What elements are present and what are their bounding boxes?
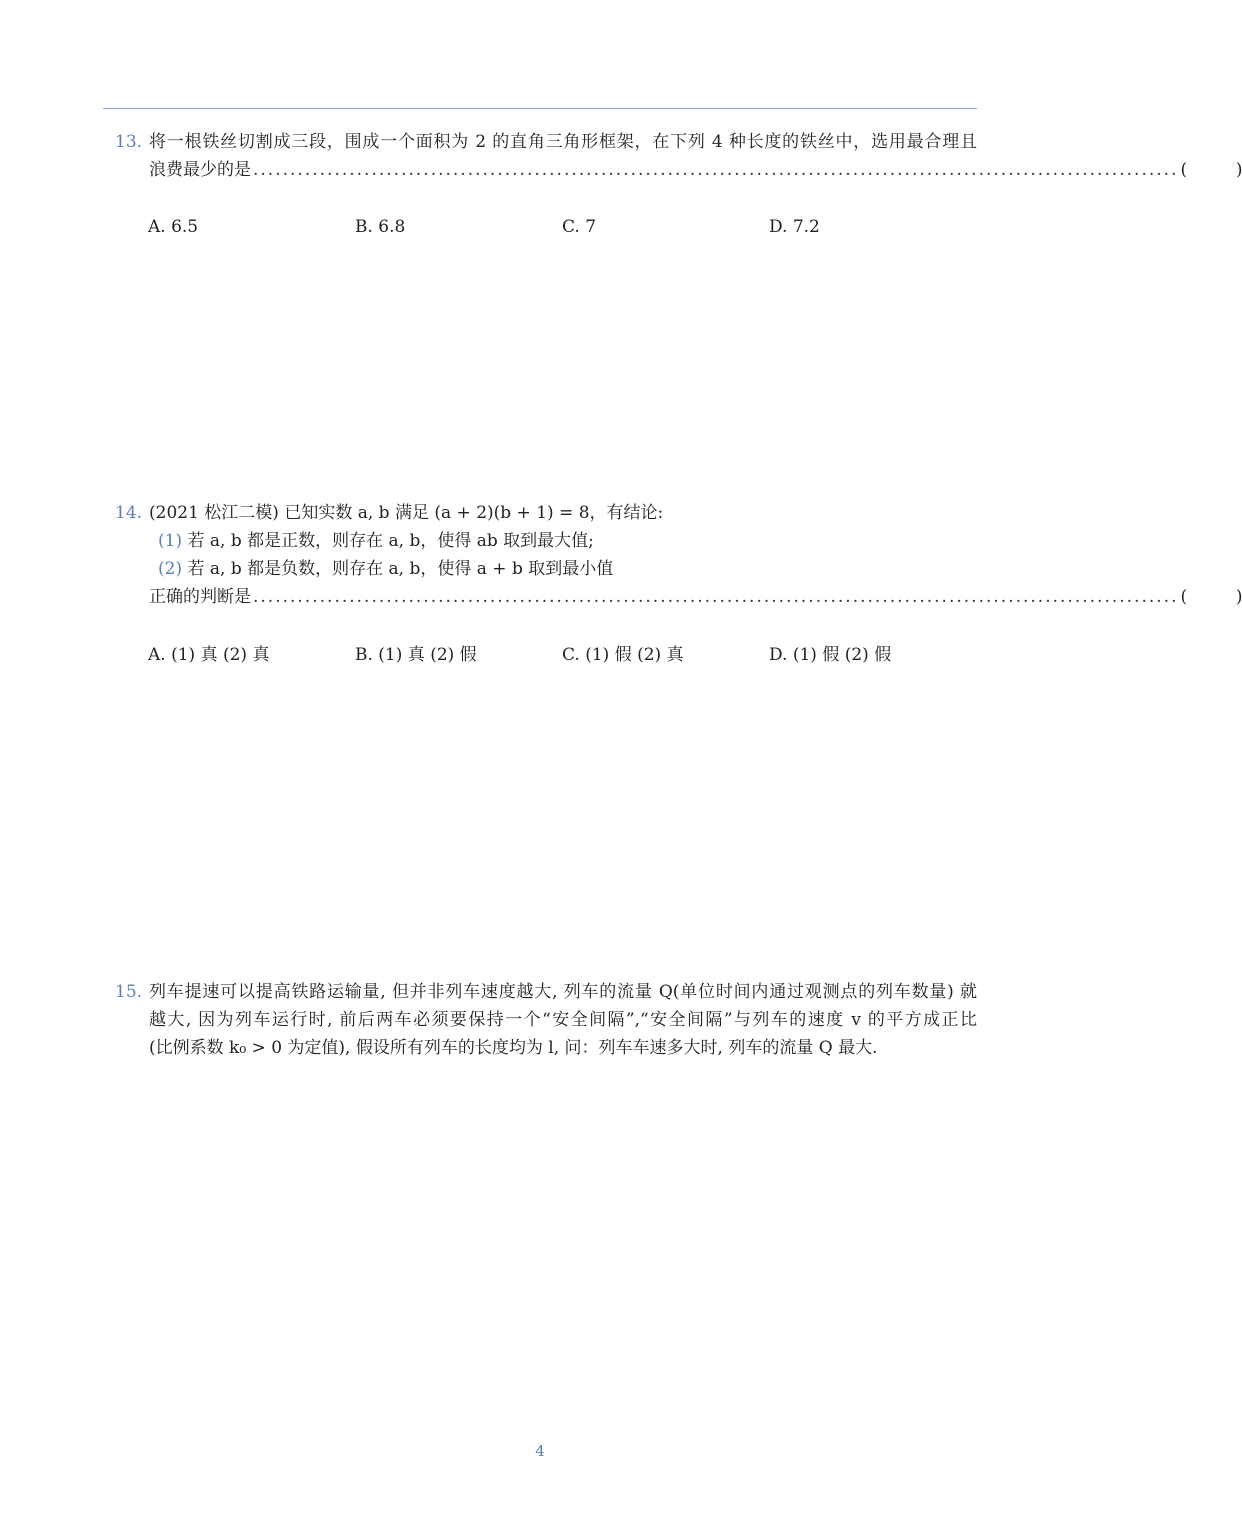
question-15-stem-line-1: 列车提速可以提高铁路运输量, 但并非列车速度越大, 列车的流量 Q(单位时间内通过观测点的列车数量) 就 [149,982,977,1002]
header-rule [103,108,977,109]
question-14-judgement-label: 正确的判断是 [149,587,251,607]
question-13-answer-blank[interactable] [1180,156,1242,184]
question-13-line-2 [115,156,1242,184]
question-14-statement-1 [115,527,977,555]
question-14-paren-open: ( [1180,587,1188,607]
question-14-statement-2-number: (2) [158,559,183,579]
question-13-number: 13. [115,132,143,152]
question-14-number: 14. [115,503,143,523]
question-15-stem-line-3: (比例系数 k₀ > 0 为定值), 假设所有列车的长度均为 l, 问：列车车速多大时, 列车的流量 Q 最大. [149,1038,878,1058]
question-14 [115,499,1242,611]
question-15-number: 15. [115,982,143,1002]
question-14-paren-close: ) [1235,587,1242,607]
question-14-statement-1-text: 若 a, b 都是正数，则存在 a, b，使得 ab 取到最大值; [187,531,594,551]
question-13-stem-line-1: 将一根铁丝切割成三段，围成一个面积为 2 的直角三角形框架，在下列 4 种长度的铁丝中，选用最合理且 [149,132,977,152]
question-14-option-d[interactable]: D. (1) 假 (2) 假 [769,645,892,665]
question-15-line-3 [115,1034,977,1062]
question-14-stem: (2021 松江二模) 已知实数 a, b 满足 (a + 2)(b + 1) = 8，有结论: [149,503,664,523]
question-14-statement-1-content [158,527,594,555]
question-13 [115,128,1242,184]
question-13-line-1 [115,128,977,156]
question-15-stem-line-2: 越大, 因为列车运行时, 前后两车必须要保持一个“安全间隔”,“安全间隔”与列车的速度 v 的平方成正比 [149,1010,977,1030]
question-14-answer-line [149,583,1242,611]
question-13-option-b[interactable]: B. 6.8 [355,217,406,237]
question-14-answer-blank[interactable] [1180,583,1242,611]
question-14-option-a[interactable]: A. (1) 真 (2) 真 [148,645,270,665]
question-15-line-2 [115,1006,977,1034]
question-15-line-1 [115,978,977,1006]
question-14-option-c[interactable]: C. (1) 假 (2) 真 [562,645,684,665]
question-13-option-c[interactable]: C. 7 [562,217,597,237]
question-14-options [148,641,977,669]
question-15 [115,978,977,1062]
page-number: 4 [535,1442,545,1460]
question-13-option-a[interactable]: A. 6.5 [148,217,199,237]
question-13-answer-line [149,156,1242,184]
question-14-option-b[interactable]: B. (1) 真 (2) 假 [355,645,477,665]
question-13-option-d[interactable]: D. 7.2 [769,217,820,237]
question-14-dot-leader: ............................................................................................................................. [253,587,1179,607]
question-13-dot-leader: ............................................................................................................................. [253,160,1179,180]
question-14-statement-2-content [158,555,613,583]
question-14-line-4 [115,583,1242,611]
question-13-paren-close: ) [1235,160,1242,180]
question-14-statement-2-text: 若 a, b 都是负数，则存在 a, b，使得 a + b 取到最小值 [187,559,614,579]
question-14-line-1 [115,499,977,527]
question-14-statement-2 [115,555,977,583]
question-13-options [148,213,977,241]
question-14-statement-1-number: (1) [158,531,183,551]
question-13-stem-line-2: 浪费最少的是 [149,160,251,180]
question-13-paren-open: ( [1180,160,1188,180]
